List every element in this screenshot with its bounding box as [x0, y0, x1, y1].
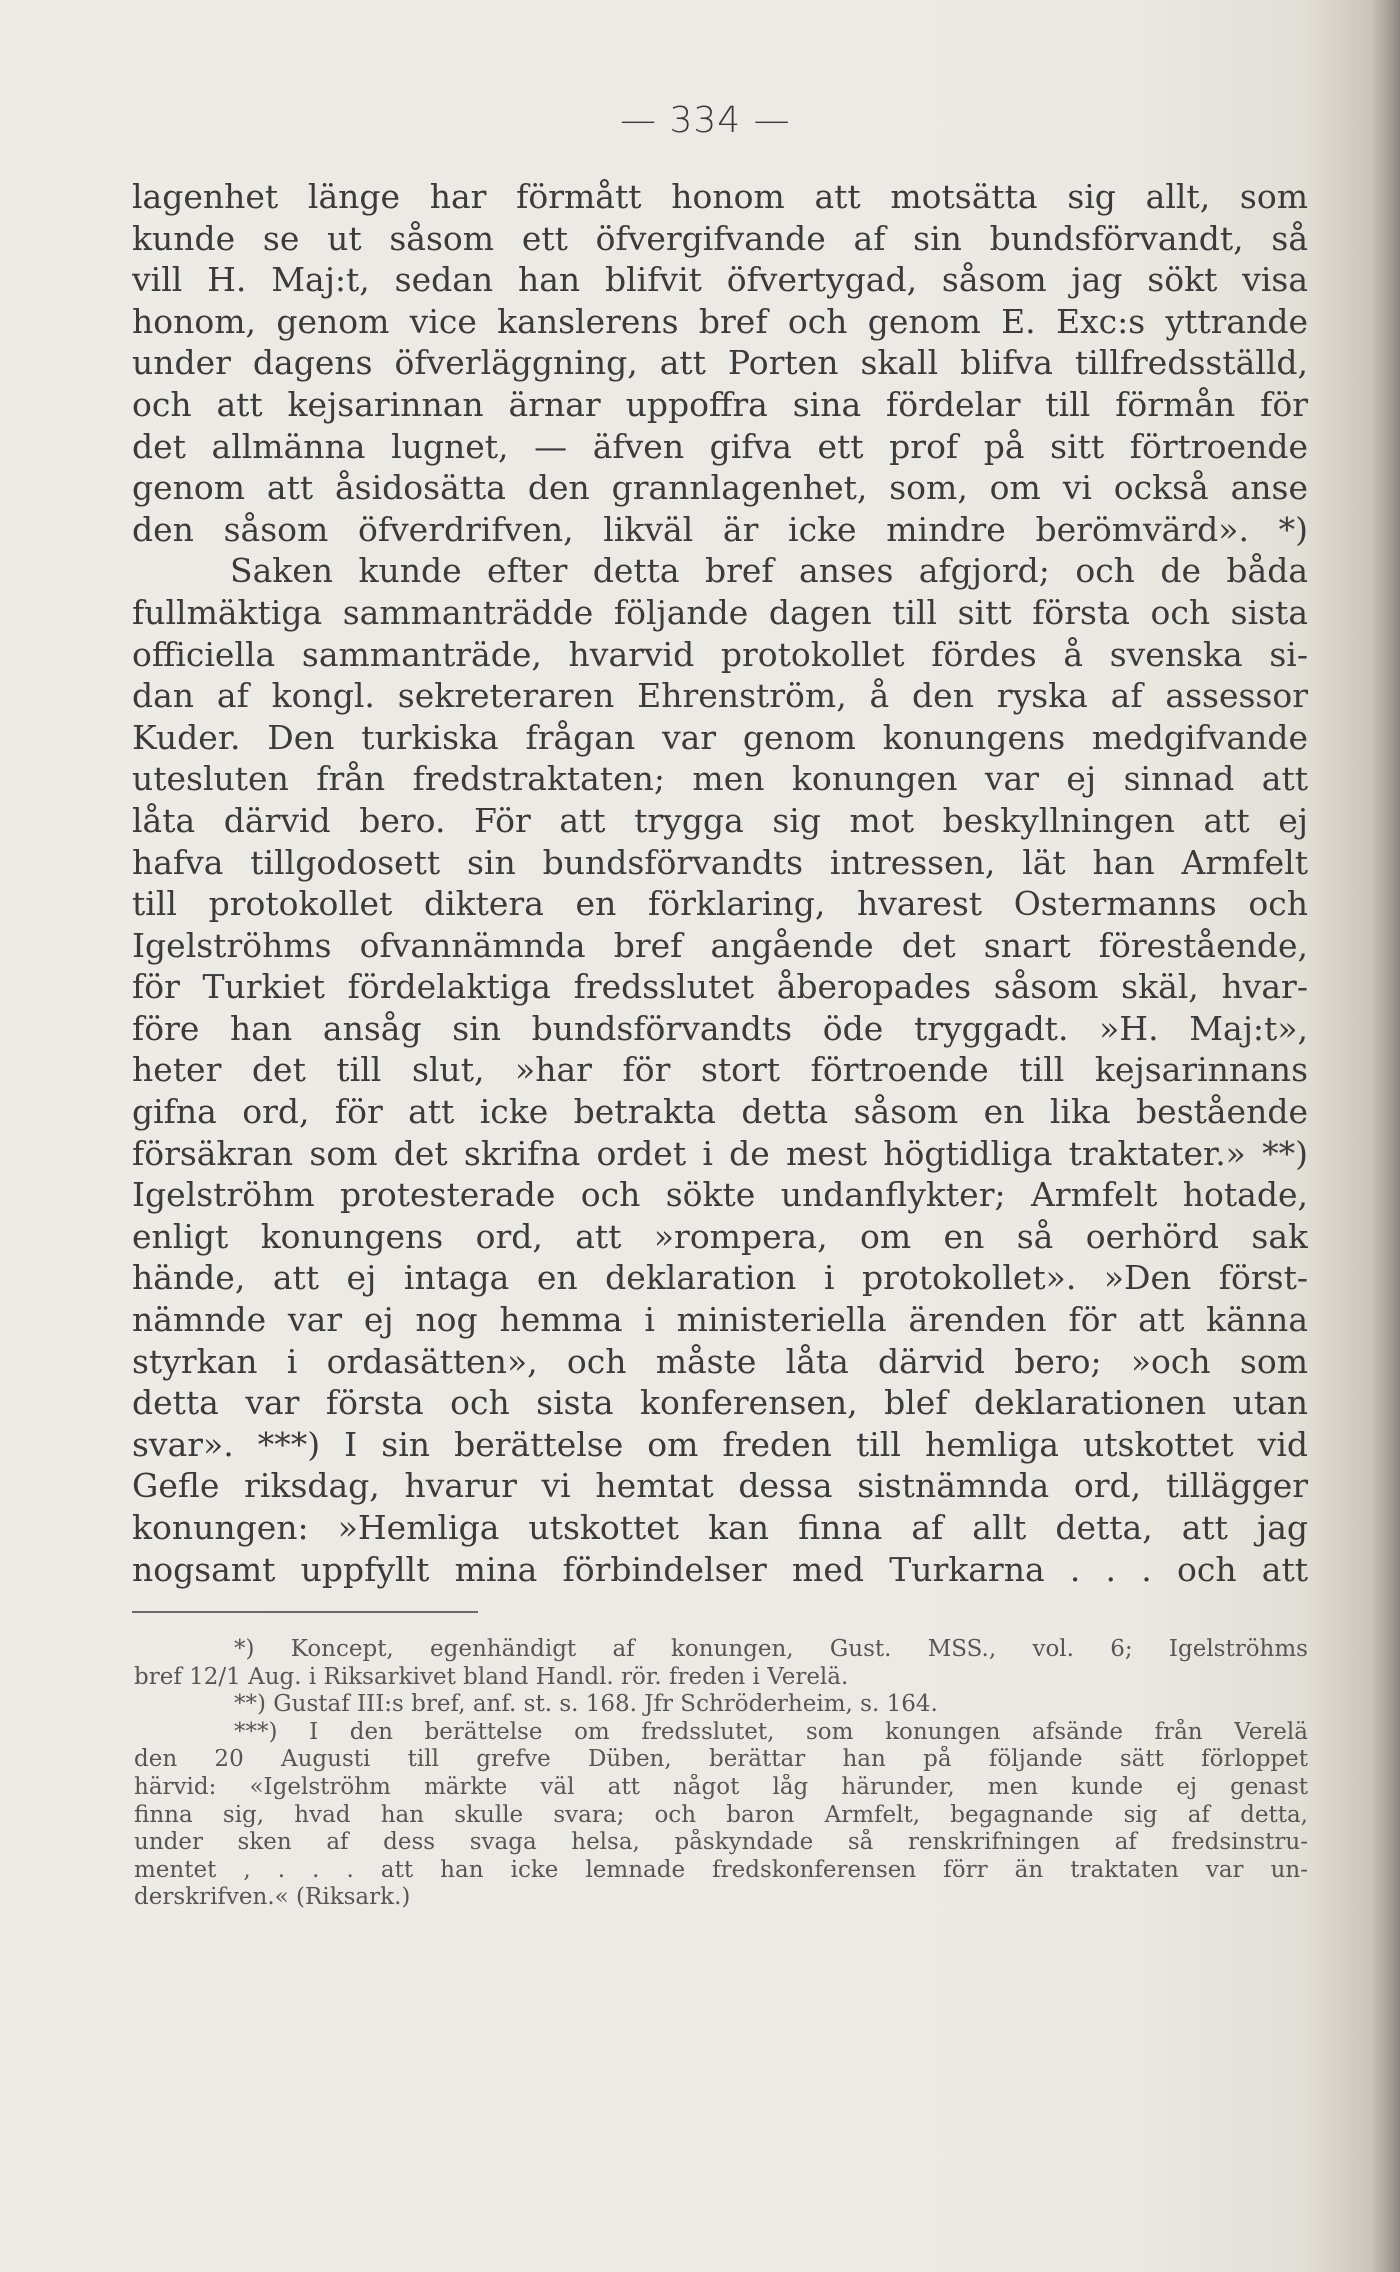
text-line: Saken kunde efter detta bref anses afgjord; och de båda	[230, 551, 1308, 591]
text-line: Kuder. Den turkiska frågan var genom konungens medgifvande	[132, 717, 1308, 757]
footnote-line: derskrifven.« (Riksark.)	[134, 1884, 411, 1911]
footnote-line: **) Gustaf III:s bref, anf. st. s. 168. Jfr Schröderheim, s. 164.	[234, 1691, 938, 1718]
text-line: lagenhet länge har förmått honom att motsätta sig allt, som	[132, 177, 1308, 216]
footnote-line: mentet , . . . att han icke lemnade fredskonferensen förr än traktaten var un-	[134, 1856, 1308, 1883]
text-line: honom, genom vice kanslerens bref och genom E. Exc:s yttrande	[132, 301, 1308, 341]
text-line: Igelströhm protesterade och sökte undanflykter; Armfelt hotade,	[132, 1175, 1308, 1215]
footnote-divider	[132, 1611, 478, 1613]
text-line: hafva tillgodosett sin bundsförvandts intressen, lät han Armfelt	[132, 842, 1308, 882]
text-line: detta var första och sista konferensen, blef deklarationen utan	[132, 1383, 1308, 1423]
text-line: den såsom öfverdrifven, likväl är icke mindre berömvärd». *)	[132, 509, 1308, 549]
footnote-line: *) Koncept, egenhändigt af konungen, Gust. MSS., vol. 6; Igelströhms	[234, 1636, 1308, 1662]
text-line: hände, att ej intaga en deklaration i protokollet». »Den först-	[132, 1258, 1308, 1298]
footnote-line: ***) I den berättelse om fredsslutet, som konungen afsände från Verelä	[234, 1718, 1308, 1745]
text-line: vill H. Maj:t, sedan han blifvit öfvertygad, såsom jag sökt visa	[132, 260, 1308, 300]
text-line: till protokollet diktera en förklaring, hvarest Ostermanns och	[132, 884, 1308, 924]
text-line: konungen: »Hemliga utskottet kan finna af allt detta, att jag	[132, 1508, 1308, 1547]
text-line: låta därvid bero. För att trygga sig mot beskyllningen att ej	[132, 800, 1308, 840]
text-line: före han ansåg sin bundsförvandts öde tryggadt. »H. Maj:t»,	[132, 1008, 1308, 1048]
text-line: fullmäktiga sammanträdde följande dagen till sitt första och sista	[132, 592, 1308, 632]
body-text	[132, 176, 1308, 1590]
footnote-line: den 20 Augusti till grefve Düben, berättar han på följande sätt förloppet	[134, 1746, 1308, 1773]
text-line: nämnde var ej nog hemma i ministeriella ärenden för att känna	[132, 1300, 1308, 1340]
text-line: kunde se ut såsom ett öfvergifvande af sin bundsförvandt, så	[132, 218, 1308, 258]
text-line: det allmänna lugnet, — äfven gifva ett prof på sitt förtroende	[132, 426, 1308, 466]
page-number: — 334 —	[620, 100, 791, 141]
text-line: för Turkiet fördelaktiga fredsslutet åberopades såsom skäl, hvar-	[132, 967, 1308, 1007]
footnote-line: finna sig, hvad han skulle svara; och baron Armfelt, begagnande sig af detta,	[134, 1801, 1308, 1828]
text-line: under dagens öfverläggning, att Porten skall blifva tillfredsställd,	[132, 343, 1308, 383]
text-line: nogsamt uppfyllt mina förbindelser med Turkarna . . . och att	[132, 1549, 1308, 1589]
text-line: gifna ord, för att icke betrakta detta såsom en lika bestående	[132, 1092, 1308, 1132]
text-line: utesluten från fredstraktaten; men konungen var ej sinnad att	[132, 759, 1308, 799]
text-line: heter det till slut, »har för stort förtroende till kejsarinnans	[132, 1050, 1308, 1090]
footnotes	[134, 1636, 1308, 1912]
text-line: försäkran som det skrifna ordet i de mest högtidliga traktater.» **)	[132, 1133, 1308, 1173]
text-line: dan af kongl. sekreteraren Ehrenström, å den ryska af assessor	[132, 676, 1308, 716]
text-line: och att kejsarinnan ärnar uppoffra sina fördelar till förmån för	[132, 384, 1308, 424]
text-line: Gefle riksdag, hvarur vi hemtat dessa sistnämnda ord, tillägger	[132, 1466, 1308, 1506]
footnote-line: under sken af dess svaga helsa, påskyndade så renskrifningen af fredsinstru-	[134, 1829, 1308, 1856]
text-line: svar». ***) I sin berättelse om freden till hemliga utskottet vid	[132, 1424, 1308, 1464]
footnote-line: härvid: «Igelströhm märkte väl att något låg härunder, men kunde ej genast	[134, 1773, 1308, 1800]
text-line: Igelströhms ofvannämnda bref angående det snart förestående,	[132, 925, 1308, 965]
text-line: enligt konungens ord, att »rompera, om en så oerhörd sak	[132, 1216, 1308, 1256]
text-line: officiella sammanträde, hvarvid protokollet fördes å svenska si-	[132, 634, 1308, 674]
text-line: styrkan i ordasätten», och måste låta därvid bero; »och som	[132, 1341, 1308, 1381]
text-line: genom att åsidosätta den grannlagenhet, som, om vi också anse	[132, 468, 1308, 508]
footnote-line: bref 12/1 Aug. i Riksarkivet bland Handl. rör. freden i Verelä.	[134, 1663, 849, 1690]
page-edge-shadow	[1370, 0, 1400, 2272]
